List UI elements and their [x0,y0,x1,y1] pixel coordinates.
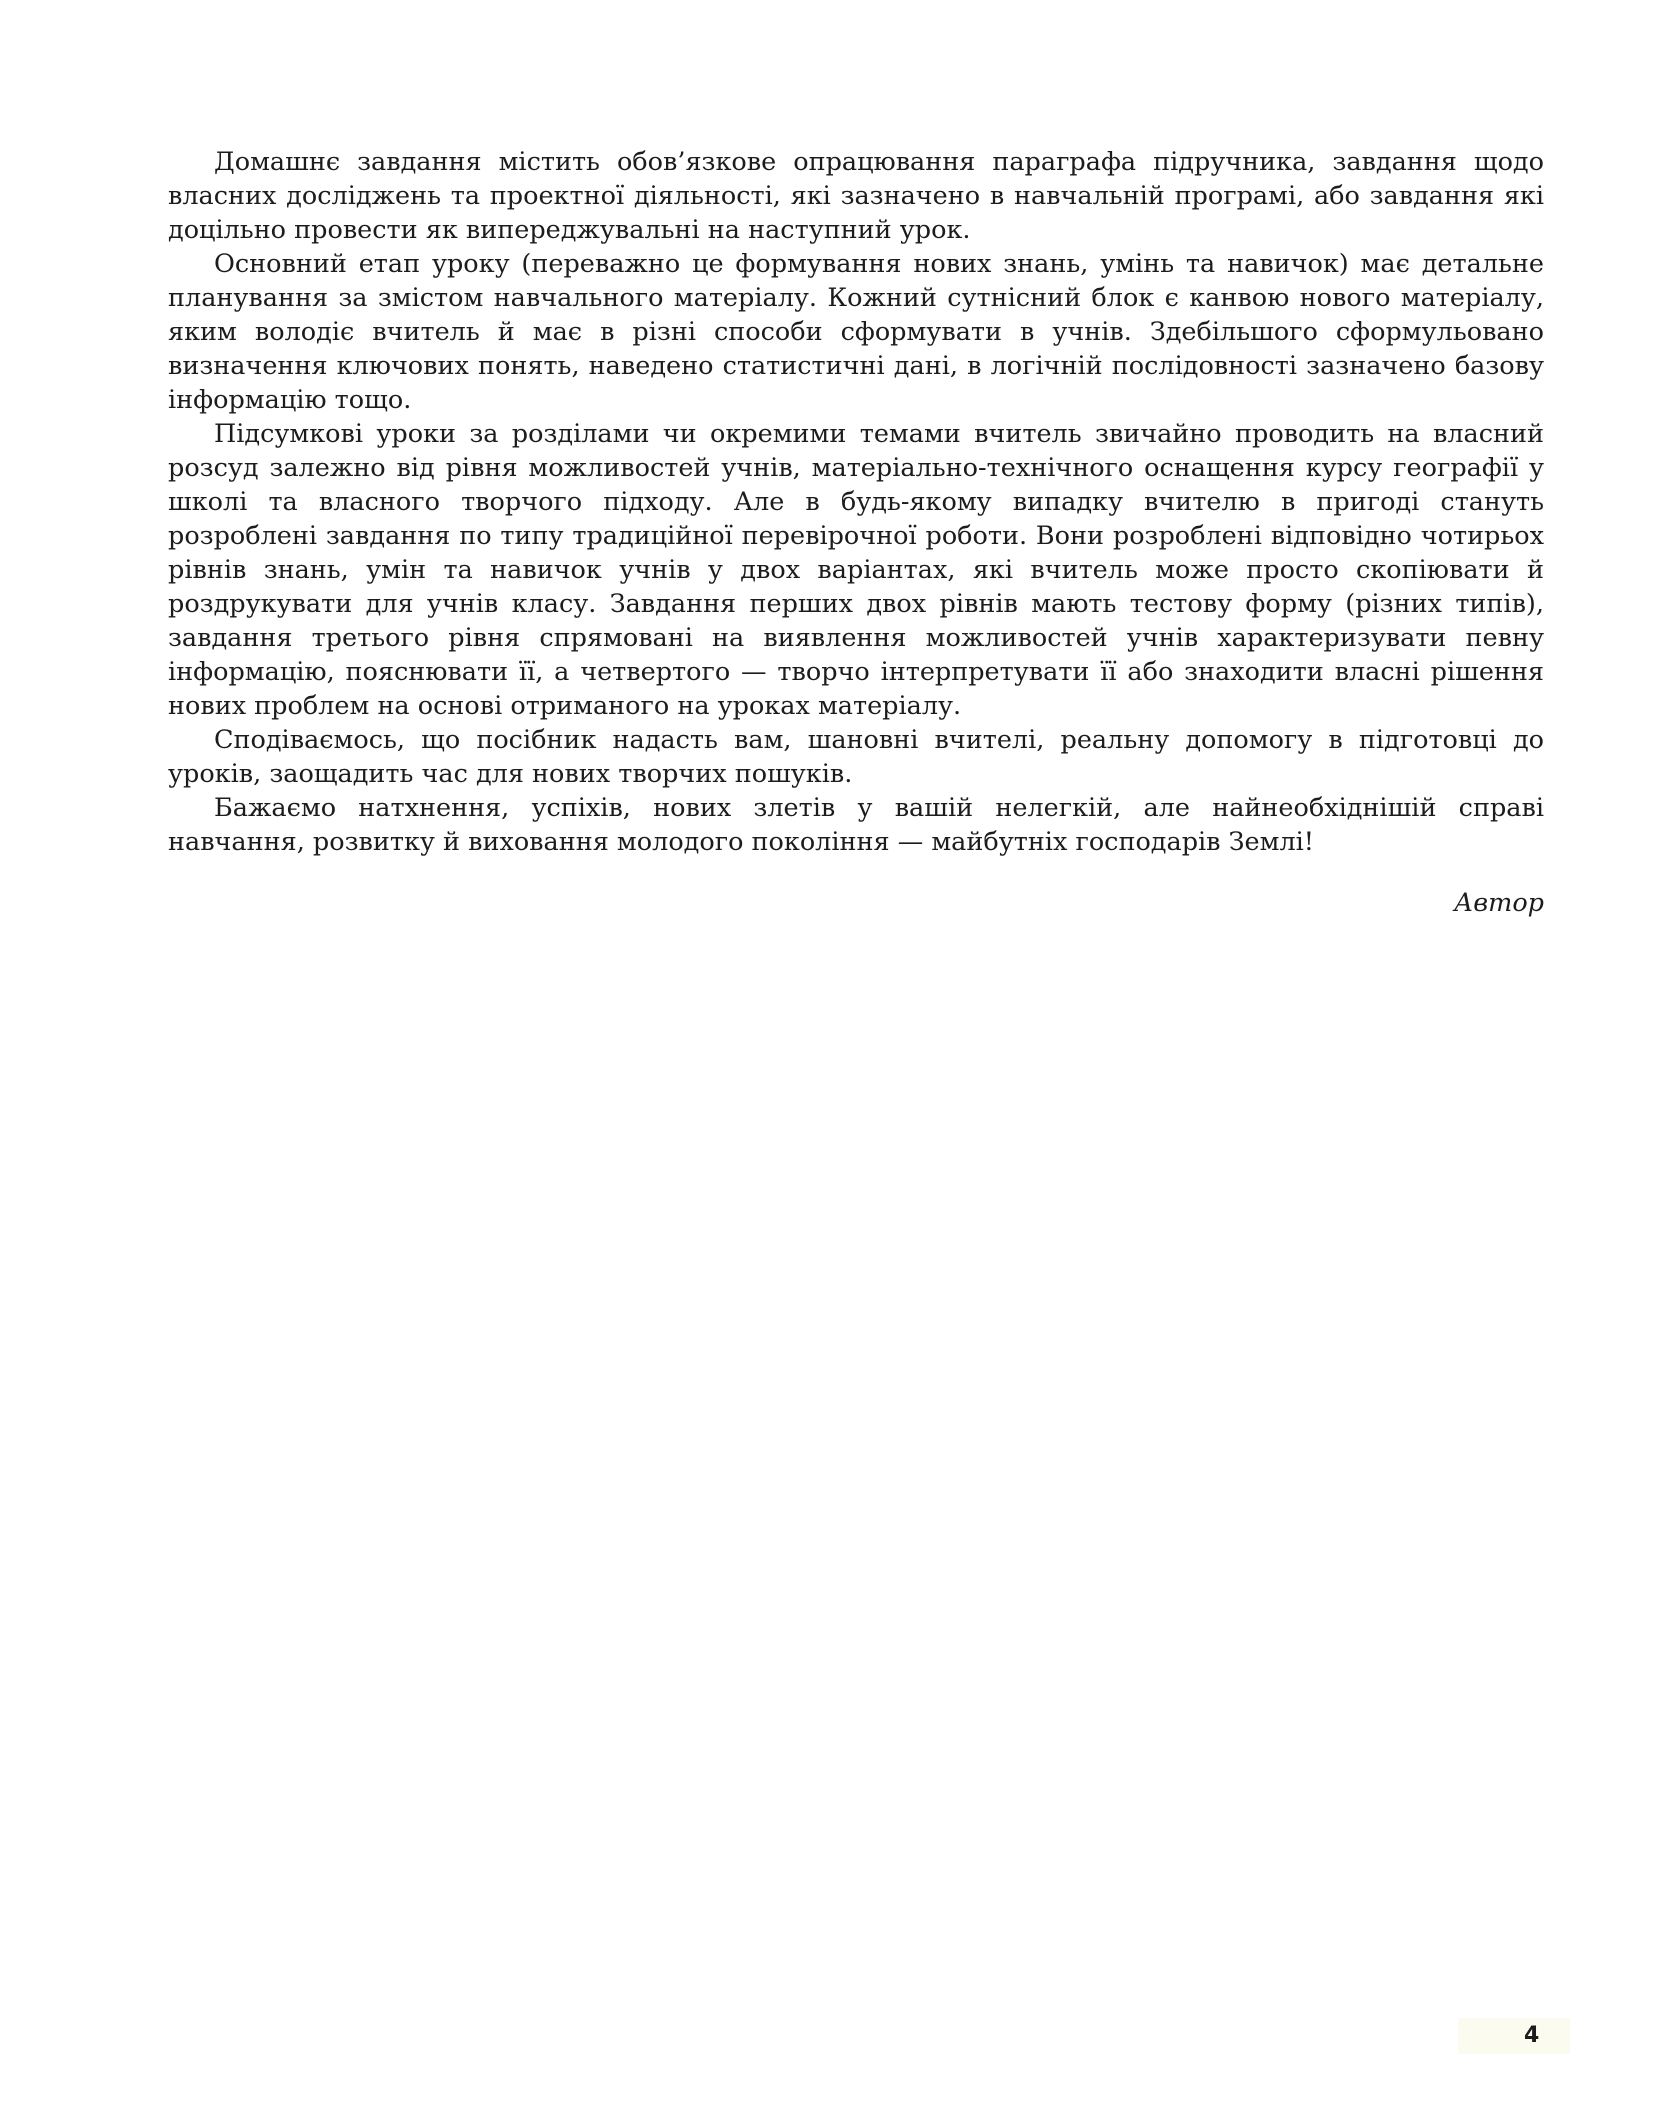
paragraph-summary-lessons: Підсумкові уроки за розділами чи окремими темами вчитель звичайно проводить на власний розсуд залежно від рівня можливостей учнів, матеріально-технічного оснащення курсу географії у школі та власного творчого підходу. Але в будь-якому випадку вчителю в пригоді стануть розроблені завдання по типу традиційної перевірочної роботи. Вони розроблені відповідно чотирьох рівнів знань, умін та навичок учнів у двох варіантах, які вчитель може просто скопіювати й роздрукувати для учнів класу. Завдання перших двох рівнів мають тестову форму (різних типів), завдання третього рівня спрямовані на виявлення можливостей учнів характеризувати певну інформацію, пояснювати її, а четвертого — творчо інтерпретувати її або знаходити власні рішення нових проблем на основі отриманого на уроках матеріалу. [168,419,1544,721]
paragraph-hope: Сподіваємось, що посібник надасть вам, шановні вчителі, реальну допомогу в підготовці до уроків, заощадить час для нових творчих пошуків. [168,725,1544,789]
paragraph-wishes: Бажаємо натхнення, успіхів, нових злетів у вашій нелегкій, але найнеобхіднішій справі навчання, розвитку й виховання молодого покоління — майбутніх господарів Землі! [168,793,1544,857]
author-signature: Автор [1453,888,1544,918]
paragraph-homework: Домашнє завдання містить обов’язкове опрацювання параграфа підручника, завдання щодо власних досліджень та проектної діяльності, які зазначено в навчальній програмі, або завдання які доцільно провести як випереджувальні на наступний урок. [168,147,1544,245]
page-number-background [1458,2018,1570,2054]
paragraph-main-stage: Основний етап уроку (переважно це формування нових знань, умінь та навичок) має детальне планування за змістом навчального матеріалу. Кожний сутнісний блок є канвою нового матеріалу, яким володіє вчитель й має в різні способи сформувати в учнів. Здебільшого сформульовано визначення ключових понять, наведено статистичні дані, в логічній послідовності зазначено базову інформацію тощо. [168,249,1544,415]
body-text [168,145,1544,859]
page-number: 4 [1524,2023,1540,2048]
